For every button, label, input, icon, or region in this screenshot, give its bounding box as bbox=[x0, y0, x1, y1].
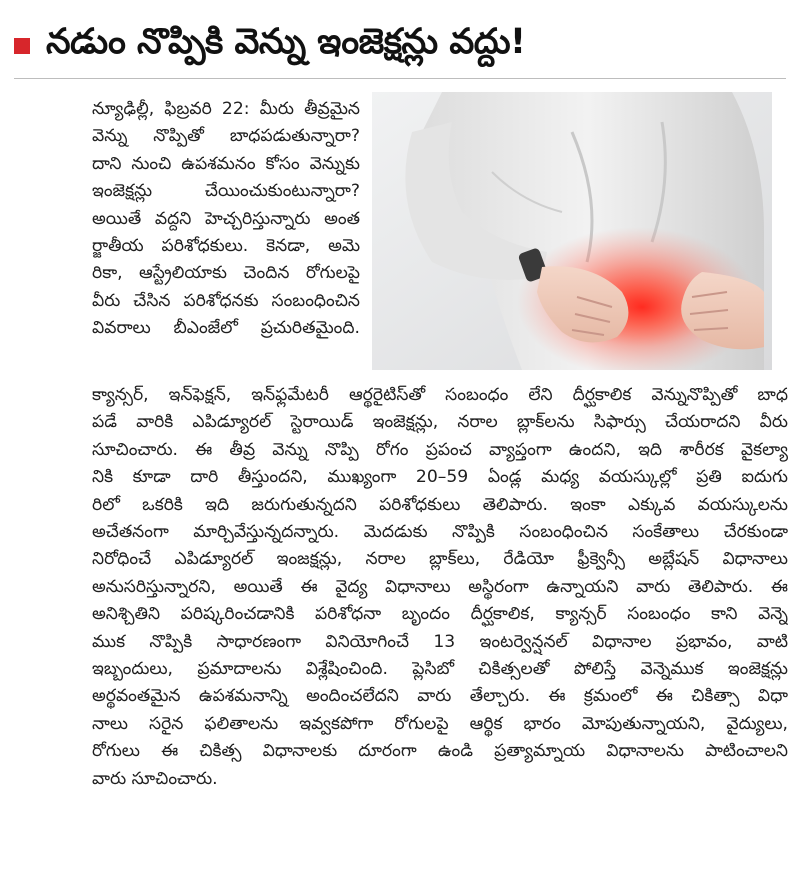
intro-line: వెన్ను నొప్పితో బాధపడుతున్నారా? bbox=[92, 126, 360, 147]
intro-paragraph bbox=[92, 96, 360, 343]
body-line: నికి కూడా దారి తీస్తుందని, ముఖ్యంగా 20–59 ఏండ్ల మధ్య వయస్కుల్లో ప్రతి ఐదుగు bbox=[92, 467, 788, 488]
headline-text: నడుం నొప్పికి వెన్ను ఇంజెక్షన్లు వద్దు! bbox=[46, 22, 526, 62]
back-pain-photo bbox=[372, 92, 772, 370]
body-line: అచేతనంగా మార్చివేస్తున్నదన్నారు. మెదడుకు నొప్పికి సంబంధించిన సంకేతాలు చేరకుండా bbox=[92, 522, 788, 543]
body-line: అర్థవంతమైన ఉపశమనాన్ని అందించలేదని వారు తేల్చారు. ఈ క్రమంలో ఈ చికిత్సా విధా bbox=[92, 686, 788, 707]
headline-bullet-icon bbox=[14, 38, 30, 54]
body-line: క్యాన్సర్, ఇన్‌ఫెక్షన్, ఇన్‌ఫ్లమేటరీ ఆర్థరైటిస్‌తో సంబంధం లేని దీర్ఘకాలిక వెన్నునొప్పితో బాధ bbox=[92, 385, 788, 405]
body-line: అనిశ్చితిని పరిష్కరించడానికి పరిశోధనా బృందం దీర్ఘకాలిక, క్యాన్సర్ సంబంధం కాని వెన్నె bbox=[92, 604, 788, 625]
body-line: అనుసరిస్తున్నారని, అయితే ఈ వైద్య విధానాలు అస్థిరంగా ఉన్నాయని వారు తెలిపారు. ఈ bbox=[92, 576, 788, 597]
body-line: ముక నొప్పికి సాధారణంగా వినియోగించే 13 ఇంటర్వెన్షనల్ విధానాల ప్రభావం, వాటి bbox=[92, 631, 788, 652]
intro-line: న్యూఢిల్లీ, ఫిబ్రవరి 22: మీరు తీవ్రమైన bbox=[92, 99, 360, 119]
intro-line: వీరు చేసిన పరిశోధనకు సంబంధించిన bbox=[92, 290, 360, 311]
intro-line: దాని నుంచి ఉపశమనం కోసం వెన్నుకు bbox=[92, 153, 360, 174]
left-margin bbox=[14, 86, 80, 876]
body-line: వారు సూచించారు. bbox=[92, 768, 218, 789]
body-line: ఇబ్బందులు, ప్రమాదాలను విశ్లేషించింది. ప్లెసిబో చికిత్సలతో పోలిస్తే వెన్నెముక ఇంజెక్షన్లు bbox=[92, 659, 788, 680]
body-line: నిరోధించే ఎపిడ్యూరల్ ఇంజక్షన్లు, నరాల బ్లాక్‌లు, రేడియో ఫ్రీక్వెన్సీ అబ్లేషన్ విధానాలు bbox=[92, 549, 788, 570]
headline-divider bbox=[14, 78, 786, 79]
article-headline bbox=[14, 18, 794, 74]
body-line: రోగులు ఈ చికిత్స విధానాలకు దూరంగా ఉండి ప్రత్యామ్నాయ విధానాలను పాటించాలని bbox=[92, 741, 788, 762]
body-paragraph bbox=[92, 382, 788, 793]
body-line: నాలు సరైన ఫలితాలను ఇవ్వకపోగా రోగులపై ఆర్థిక భారం మోపుతున్నాయని, వైద్యులు, bbox=[92, 713, 788, 734]
back-pain-photo-icon bbox=[372, 92, 772, 370]
body-line: రిలో ఒకరికి ఇది జరుగుతున్నదని పరిశోధకులు తెలిపారు. ఇంకా ఎక్కువ వయస్కులను bbox=[92, 494, 788, 515]
intro-line: ఇంజెక్షన్లు చేయించుకుంటున్నారా? bbox=[92, 181, 360, 202]
intro-line: అయితే వద్దని హెచ్చరిస్తున్నారు అంత bbox=[92, 208, 360, 229]
body-line: పడే వారికి ఎపిడ్యూరల్ స్టెరాయిడ్ ఇంజెక్షన్లు, నరాల బ్లాక్‌లను సిఫార్సు చేయరాదని వీరు bbox=[92, 412, 788, 433]
intro-line: రికా, ఆస్ట్రేలియాకు చెందిన రోగులపై bbox=[92, 263, 360, 284]
intro-line: ర్జాతీయ పరిశోధకులు. కెనడా, అమె bbox=[92, 236, 360, 257]
intro-line: వివరాలు బీఎంజేలో ప్రచురితమైంది. bbox=[92, 318, 360, 339]
body-line: సూచించారు. ఈ తీవ్ర వెన్ను నొప్పి రోగం ప్రపంచ వ్యాప్తంగా ఉందని, ఇది శారీరక వైకల్యా bbox=[92, 439, 788, 460]
